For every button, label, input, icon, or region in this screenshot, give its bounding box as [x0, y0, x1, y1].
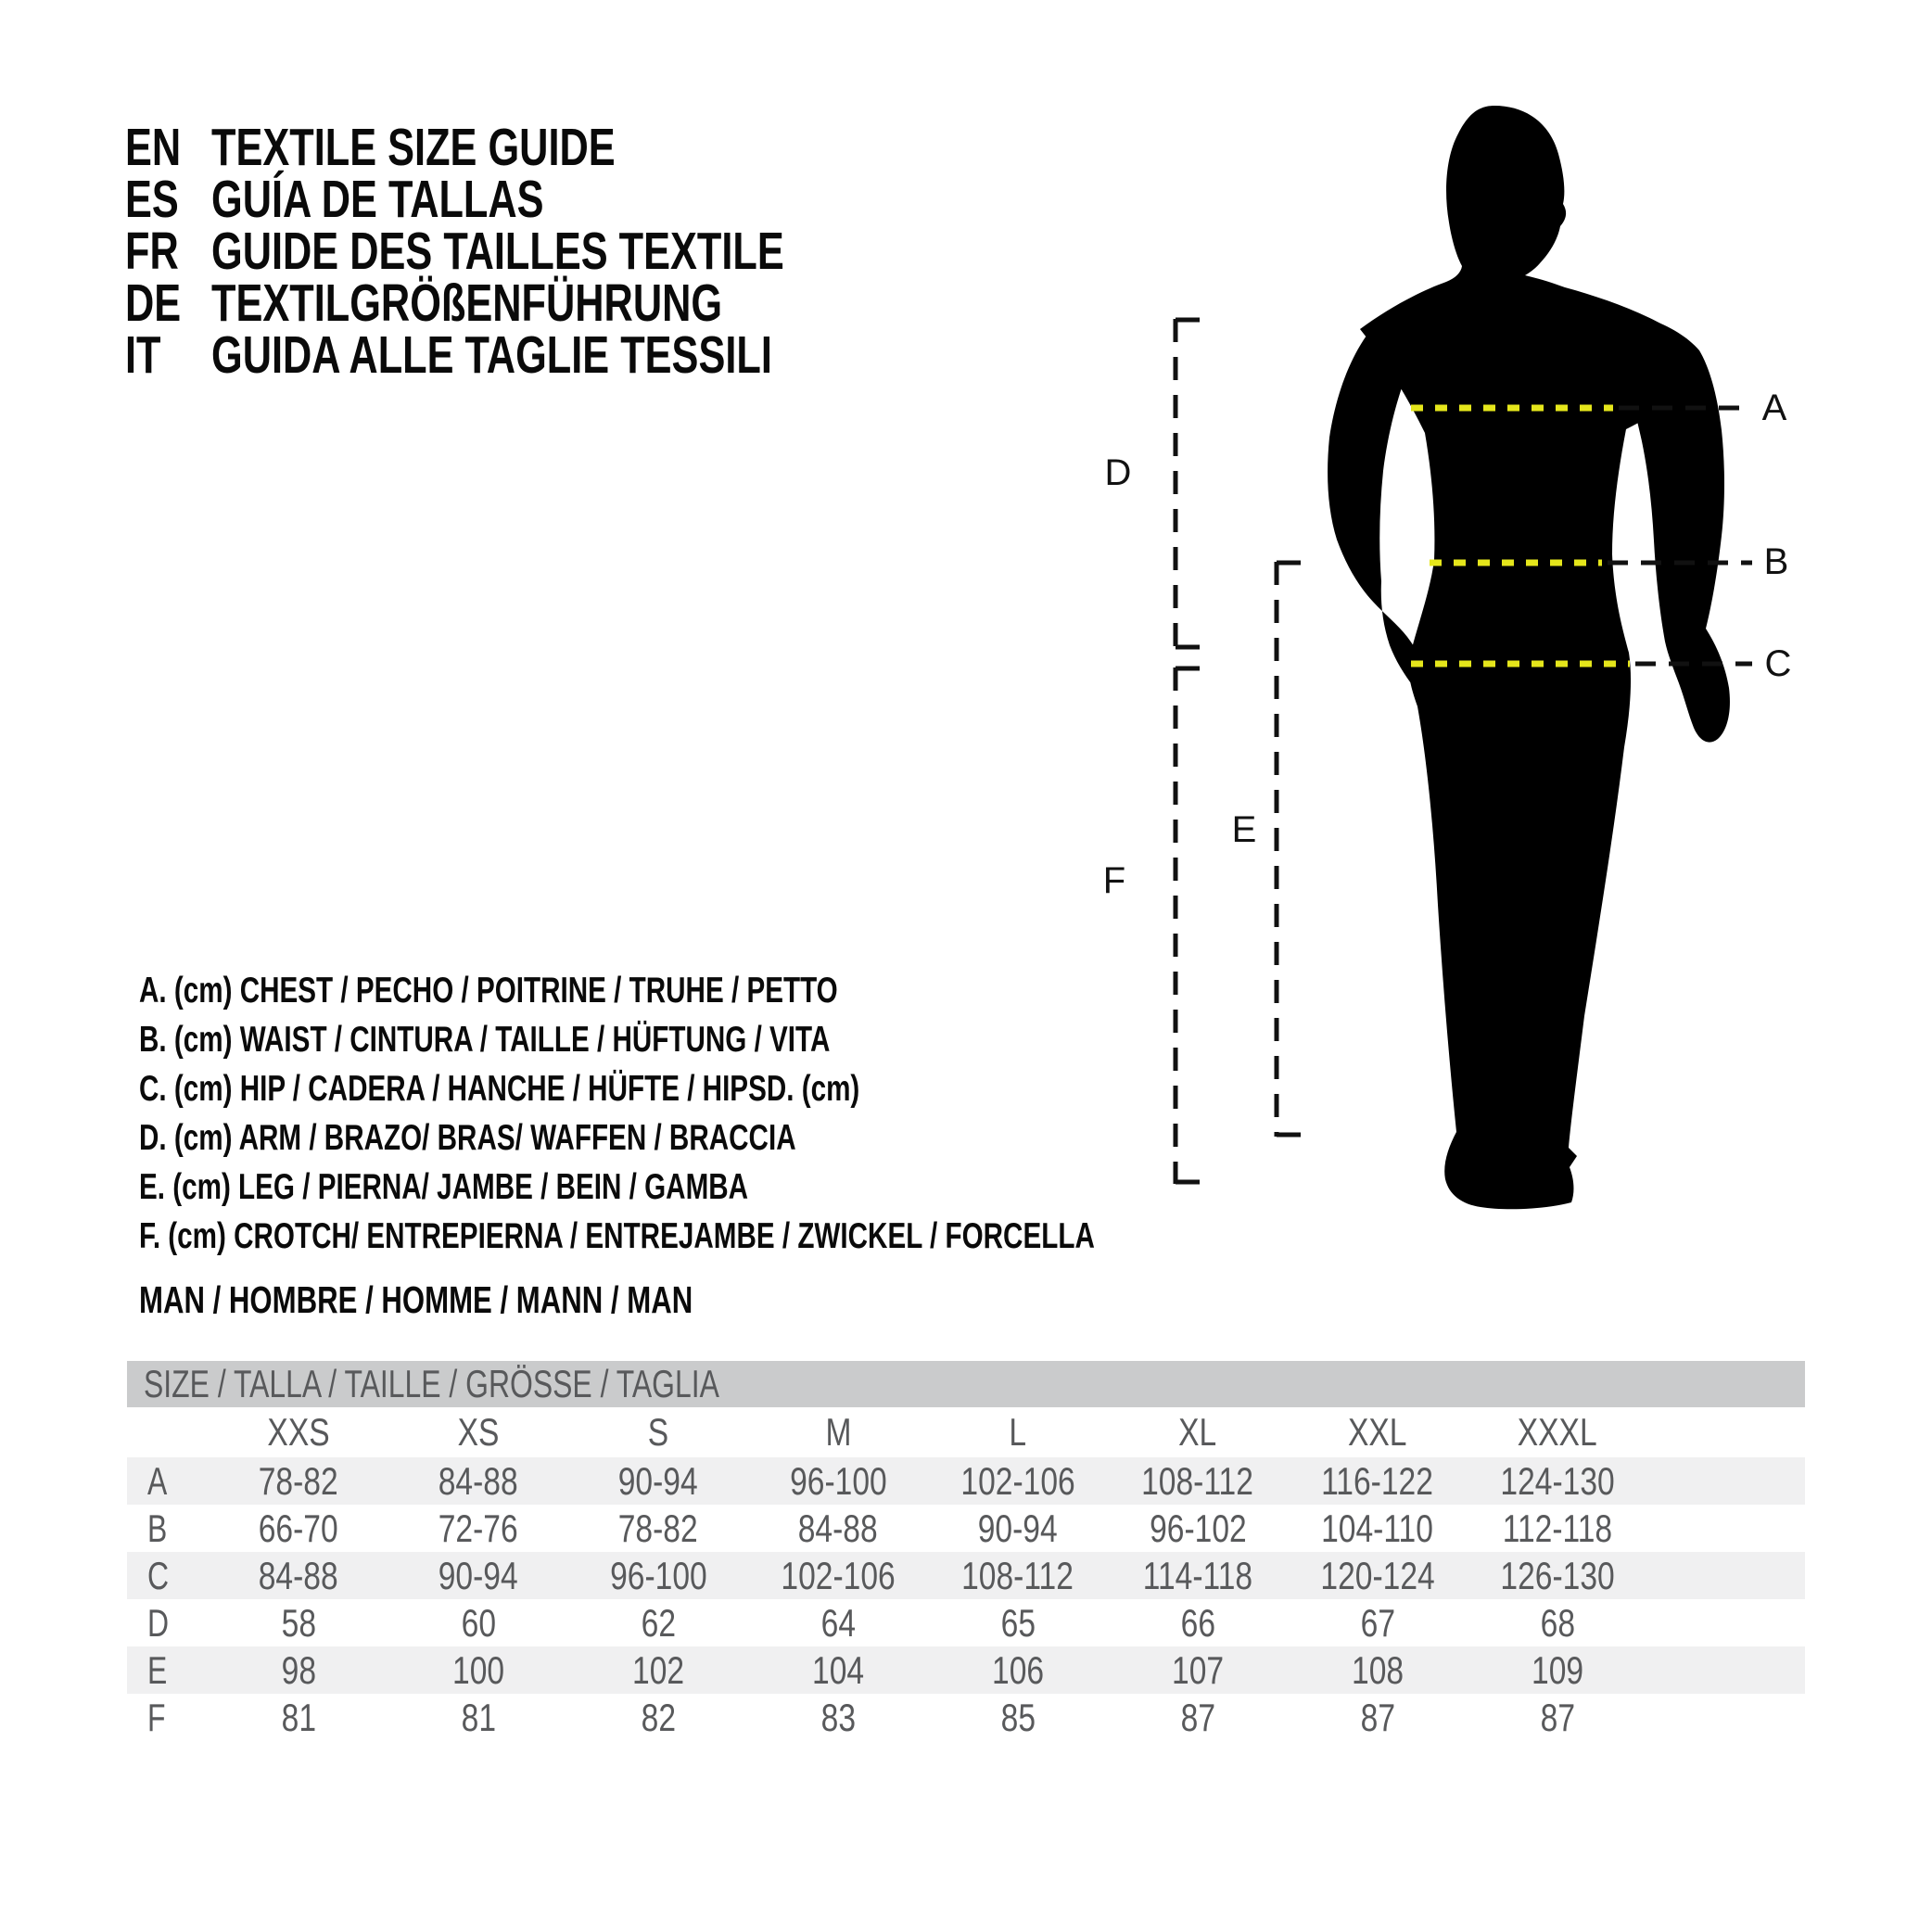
language-code-it: IT: [125, 325, 161, 385]
size-col-xxs: XXS: [267, 1410, 330, 1454]
table-row-chest: A 78-82 84-88 90-94 96-100 102-106 108-112 116-122 124-130: [127, 1457, 1805, 1505]
row-label: E: [147, 1647, 168, 1692]
language-code-es: ES: [125, 170, 179, 229]
leg-label: E: [1231, 809, 1257, 850]
language-row-es: [125, 170, 965, 229]
size-col-xl: XL: [1178, 1410, 1217, 1454]
legend-line-waist: B. (cm) WAIST / CINTURA / TAILLE / HÜFTUNG / VITA: [139, 1019, 831, 1060]
language-code-en: EN: [125, 118, 182, 177]
measurement-legend: [139, 966, 1396, 1261]
row-label: B: [147, 1506, 168, 1550]
legend-line-hip: C. (cm) HIP / CADERA / HANCHE / HÜFTE / HIPSD. (cm): [139, 1068, 860, 1109]
language-row-fr: [125, 222, 965, 281]
table-row-leg: E 98 100 102 104 106 107 108 109: [127, 1646, 1805, 1694]
row-label: A: [147, 1458, 168, 1503]
arm-label: D: [1104, 452, 1132, 493]
legend-line-arm: D. (cm) ARM / BRAZO/ BRAS/ WAFFEN / BRACCIA: [139, 1117, 796, 1158]
legend-line-leg: E. (cm) LEG / PIERNA/ JAMBE / BEIN / GAMBA: [139, 1166, 749, 1207]
table-row-waist: B 66-70 72-76 78-82 84-88 90-94 96-102 104-110 112-118: [147, 1506, 1613, 1550]
table-row-crotch: F 81 81 82 83 85 87 87 87: [147, 1695, 1575, 1739]
size-col-m: M: [825, 1410, 851, 1454]
size-header-row: [127, 1407, 1805, 1457]
language-title-es: GUÍA DE TALLAS: [211, 170, 544, 229]
language-code-fr: FR: [125, 222, 179, 281]
row-label: C: [147, 1553, 170, 1597]
chest-label: A: [1761, 388, 1787, 428]
language-title-fr: GUIDE DES TAILLES TEXTILE: [211, 222, 784, 281]
language-code-de: DE: [125, 273, 182, 333]
size-col-l: L: [1009, 1410, 1027, 1454]
table-row-hip: C 84-88 90-94 96-100 102-106 108-112 114-118 120-124 126-130: [127, 1552, 1805, 1599]
language-row-it: [125, 325, 965, 385]
language-title-block: [125, 118, 965, 385]
size-col-xxl: XXL: [1348, 1410, 1407, 1454]
size-table: [127, 1361, 1805, 1741]
size-col-s: S: [647, 1410, 669, 1454]
crotch-label: F: [1102, 860, 1126, 901]
size-col-xs: XS: [457, 1410, 500, 1454]
legend-line-crotch: F. (cm) CROTCH/ ENTREPIERNA / ENTREJAMBE / ZWICKEL / FORCELLA: [139, 1215, 1095, 1256]
table-row-arm: D 58 60 62 64 65 66 67 68: [147, 1600, 1575, 1645]
language-row-en: [125, 118, 965, 177]
row-label: F: [147, 1695, 166, 1739]
right-arm-silhouette: [1621, 311, 1730, 743]
hip-label: C: [1764, 643, 1792, 684]
row-label: D: [147, 1600, 170, 1645]
language-row-de: [125, 273, 965, 333]
legend-line-chest: A. (cm) CHEST / PECHO / POITRINE / TRUHE / PETTO: [139, 970, 838, 1010]
waist-label: B: [1763, 541, 1789, 582]
size-table-header-text: SIZE / TALLA / TAILLE / GRÖSSE / TAGLIA: [144, 1362, 719, 1405]
gender-category-line: MAN / HOMBRE / HOMME / MANN / MAN: [139, 1277, 693, 1321]
language-title-de: TEXTILGRÖßENFÜHRUNG: [211, 273, 723, 333]
language-title-en: TEXTILE SIZE GUIDE: [211, 118, 616, 177]
language-title-it: GUIDA ALLE TAGLIE TESSILI: [211, 325, 772, 385]
size-col-xxxl: XXXL: [1518, 1410, 1597, 1454]
size-table-header-bar: [127, 1361, 1805, 1407]
